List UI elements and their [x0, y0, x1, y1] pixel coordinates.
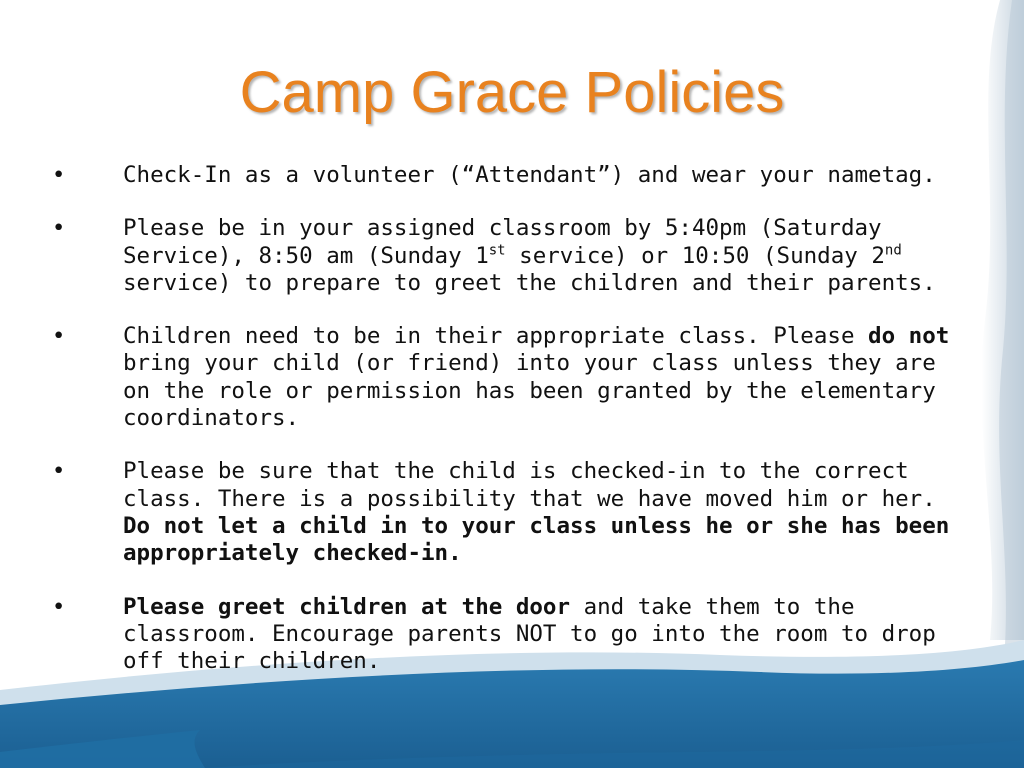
policy-text-part: and take them to the classroom. Encourage parents NOT to go into the room to drop off their children. — [123, 593, 936, 675]
policy-emphasis: Please greet children at the door — [123, 593, 571, 620]
bullet-dot: • — [52, 593, 66, 620]
ordinal-suffix: st — [488, 242, 506, 259]
policy-list — [0, 162, 1024, 701]
policy-text-part: Please be in your assigned classroom by 5:40pm (Saturday Service), 8:50 am (Sunday 1 — [123, 215, 882, 269]
policy-text-part: Please be sure that the child is checked-in to the correct class. There is a possibility that we have moved him or her. — [123, 458, 936, 512]
policy-text-part: service) or 10:50 (Sunday 2 — [505, 242, 885, 269]
policy-emphasis: do not — [868, 323, 950, 350]
policy-item-greet-children — [0, 594, 963, 676]
bottom-wave-overlay — [0, 700, 1024, 768]
bullet-dot: • — [52, 458, 66, 485]
ordinal-suffix: nd — [884, 242, 902, 259]
policy-item-classroom-time — [0, 215, 963, 297]
policy-text-part: service) to prepare to greet the children and their parents. — [123, 269, 936, 296]
policy-emphasis: Do not let a child in to your class unless he or she has been appropriately checked-in. — [123, 512, 950, 567]
policy-item-appropriate-class — [0, 323, 963, 432]
policy-text-part: Children need to be in their appropriate class. Please — [123, 323, 869, 350]
bullet-dot: • — [52, 323, 66, 350]
policy-text: Check-In as a volunteer (“Attendant”) and wear your nametag. — [123, 162, 936, 188]
bullet-dot: • — [52, 215, 66, 242]
policy-item-checked-in — [0, 458, 963, 567]
slide-title: Camp Grace Policies — [239, 60, 785, 125]
bullet-dot: • — [52, 162, 66, 188]
policy-text-part: bring your child (or friend) into your class unless they are on the role or permission has been granted by the elementary coordinators. — [123, 350, 936, 432]
policy-item-check-in — [0, 162, 963, 189]
